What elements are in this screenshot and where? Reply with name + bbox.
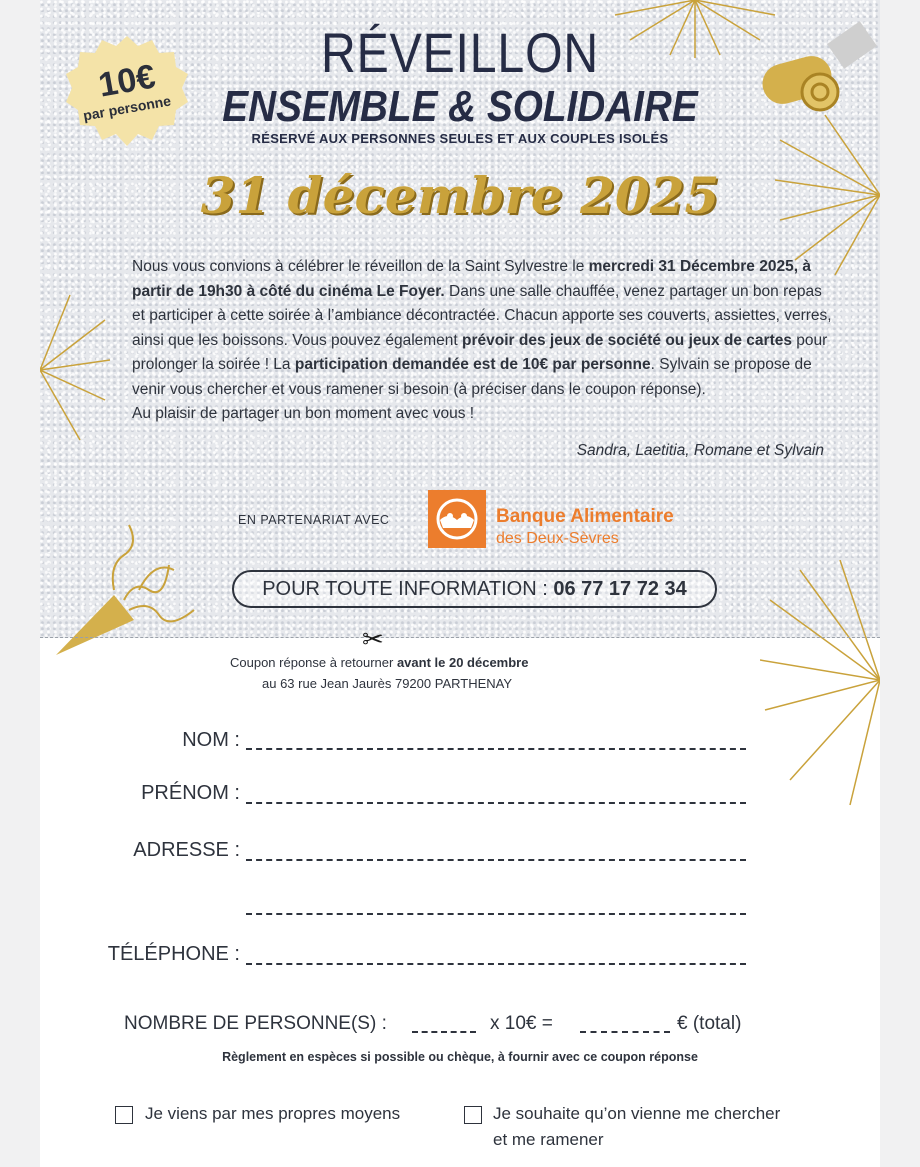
info-contact — [232, 570, 717, 608]
invitation-text-part: pour prolonger la soirée ! La — [132, 331, 828, 373]
own-transport-label: Je viens par mes propres moyens — [145, 1104, 401, 1123]
page-title: RÉVEILLON — [320, 21, 600, 84]
adresse-label: ADRESSE : — [133, 839, 240, 861]
pickup-label — [493, 1101, 780, 1153]
coupon-deadline: avant le 20 décembre — [396, 655, 529, 670]
adresse-field-line2[interactable] — [246, 913, 746, 915]
price-multiplier: x 10€ = — [490, 1013, 553, 1034]
own-transport-checkbox[interactable] — [115, 1106, 133, 1124]
total-field[interactable] — [580, 1031, 670, 1033]
coupon-address: au 63 rue Jean Jaurès 79200 PARTHENAY — [262, 676, 513, 691]
nom-field[interactable] — [246, 748, 746, 750]
invitation-text-bold: prévoir des jeux de société ou jeux de cartes — [462, 331, 792, 349]
telephone-field[interactable] — [246, 963, 746, 965]
invitation-text — [132, 255, 832, 427]
partner-name: Banque Alimentaire — [496, 506, 674, 527]
firework-left-icon — [40, 290, 110, 450]
scissors-icon: ✂ — [362, 624, 384, 654]
count-label: NOMBRE DE PERSONNE(S) : — [124, 1013, 387, 1034]
count-field[interactable] — [412, 1031, 476, 1033]
invitation-text-bold: mercredi 31 Décembre 2025, à partir de 19h30 à côté du cinéma Le Foyer. — [132, 258, 811, 300]
pickup-checkbox[interactable] — [464, 1106, 482, 1124]
badge-price: 10€ — [95, 57, 159, 105]
prenom-field[interactable] — [246, 802, 746, 804]
page-subtitle: ENSEMBLE & SOLIDAIRE — [222, 82, 698, 131]
total-label: € (total) — [677, 1013, 742, 1034]
signature: Sandra, Laetitia, Romane et Sylvain — [576, 442, 824, 459]
pickup-label-line2: et me ramener — [493, 1130, 604, 1149]
info-phone: 06 77 17 72 34 — [553, 578, 687, 600]
firework-bottom-right-icon — [760, 560, 880, 810]
coupon-instructions-part: Coupon réponse à retourner — [230, 655, 397, 670]
party-popper-icon — [54, 500, 224, 660]
coupon-instructions — [230, 655, 528, 670]
invitation-text-part: Nous vous convions à célébrer le réveillon de la Saint Sylvestre le — [132, 258, 589, 275]
cut-line — [40, 637, 880, 638]
flyer-sheet — [40, 0, 880, 1167]
event-date: 31 décembre 2025 — [200, 166, 720, 225]
badge-subtitle: par personne — [81, 92, 173, 124]
banque-alimentaire-logo-icon — [428, 490, 486, 548]
invitation-text-bold: participation demandée est de 10€ par personne — [294, 356, 651, 373]
prenom-label: PRÉNOM : — [141, 782, 240, 804]
payment-note: Règlement en espèces si possible ou chèque, à fournir avec ce coupon réponse — [222, 1050, 698, 1064]
invitation-closing: Au plaisir de partager un bon moment avec vous ! — [132, 405, 475, 422]
nom-label: NOM : — [182, 729, 240, 751]
invitation-text-part: . Sylvain se propose de venir vous chercher et vous ramener si besoin (à préciser dans le coupon réponse). — [132, 356, 812, 398]
invitation-text-part: Dans une salle chauffée, venez partager un bon repas et participer à cette soirée à l’ambiance décontractée. Chacun apporte ses couverts, assiettes, verres, ainsi que les boissons. Vous pouvez également — [132, 282, 832, 349]
partner-subtitle: des Deux-Sèvres — [496, 530, 619, 547]
telephone-label: TÉLÉPHONE : — [107, 943, 240, 965]
page-tagline: RÉSERVÉ AUX PERSONNES SEULES ET AUX COUPLES ISOLÉS — [251, 131, 669, 146]
pickup-label-line1: Je souhaite qu’on vienne me chercher — [493, 1104, 781, 1123]
partner-label: EN PARTENARIAT AVEC — [238, 513, 390, 527]
adresse-field[interactable] — [246, 859, 746, 861]
info-label: POUR TOUTE INFORMATION : — [262, 578, 554, 600]
